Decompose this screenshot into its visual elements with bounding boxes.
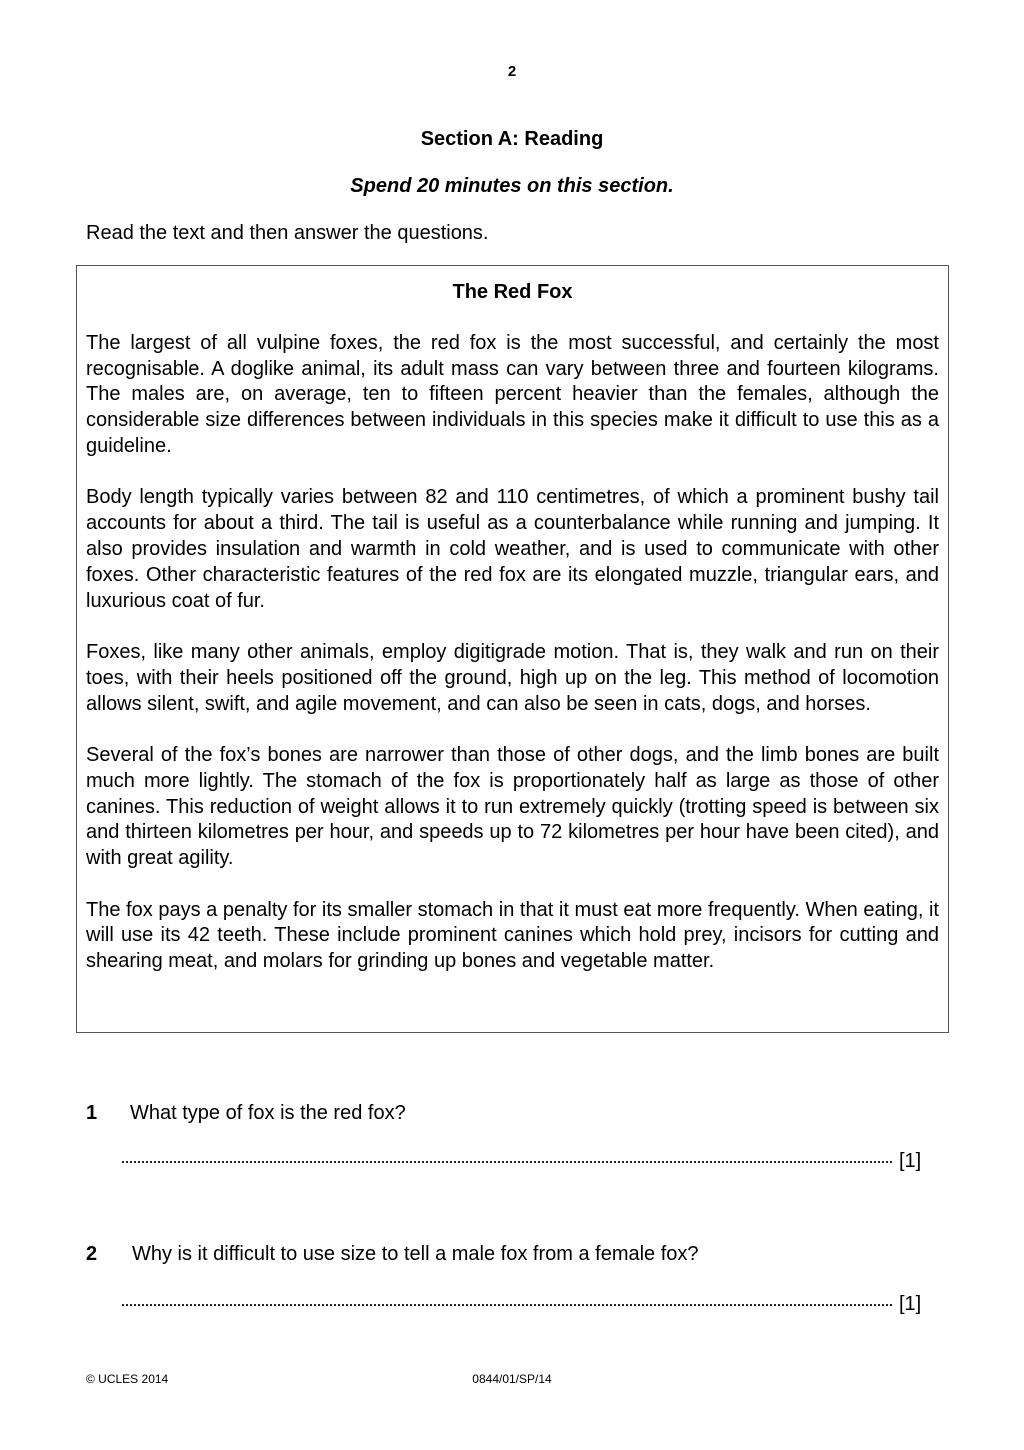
question-1 [86, 1102, 926, 1182]
read-instruction: Read the text and then answer the questions. [86, 222, 489, 244]
answer-line[interactable] [122, 1301, 892, 1306]
time-instruction: Spend 20 minutes on this section. [350, 175, 674, 197]
question-text: What type of fox is the red fox? [130, 1102, 406, 1124]
reading-paragraph: The fox pays a penalty for its smaller stomach in that it must eat more frequently. When eating, it will use its 42 teeth. These include prominent canines which hold prey, incisors for cutting and shearing meat, and molars for grinding up bones and vegetable matter. [86, 898, 939, 973]
reading-paragraph: Several of the fox’s bones are narrower than those of other dogs, and the limb bones are built much more lightly. The stomach of the fox is proportionately half as large as those of other canines. This reduction of weight allows it to run extremely quickly (trotting speed is between six and thirteen kilometres per hour, and speeds up to 72 kilometres per hour have been cited), and with great agility. [86, 743, 939, 870]
reading-text-box [76, 265, 949, 1033]
question-text: Why is it difficult to use size to tell a male fox from a female fox? [132, 1243, 699, 1265]
question-marks: [1] [899, 1150, 922, 1172]
answer-line[interactable] [122, 1158, 892, 1163]
question-number: 1 [86, 1102, 98, 1124]
page-number: 2 [507, 63, 517, 80]
reading-paragraph: Body length typically varies between 82 and 110 centimetres, of which a prominent bushy tail accounts for about a third. The tail is useful as a counterbalance while running and jumping. It also provides insulation and warmth in cold weather, and is used to communicate with other foxes. Other characteristic features of the red fox are its elongated muzzle, triangular ears, and luxurious coat of fur. [86, 486, 939, 612]
reading-text-title: The Red Fox [452, 281, 573, 303]
question-number: 2 [86, 1243, 98, 1265]
reading-paragraph: The largest of all vulpine foxes, the red fox is the most successful, and certainly the most recognisable. A doglike animal, its adult mass can vary between three and fourteen kilograms. The males are, on average, ten to fifteen percent heavier than the females, although the considerable size differences between individuals in this species make it difficult to use this as a guideline. [86, 331, 939, 457]
question-2 [86, 1243, 926, 1323]
section-title: Section A: Reading [420, 128, 604, 150]
reading-paragraph: Foxes, like many other animals, employ digitigrade motion. That is, they walk and run on their toes, with their heels positioned off the ground, high up on the leg. This method of locomotion allows silent, swift, and agile movement, and can also be seen in cats, dogs, and horses. [86, 640, 939, 715]
question-marks: [1] [899, 1293, 922, 1315]
footer-copyright: © UCLES 2014 [86, 1372, 169, 1386]
footer-paper-code: 0844/01/SP/14 [472, 1372, 552, 1386]
